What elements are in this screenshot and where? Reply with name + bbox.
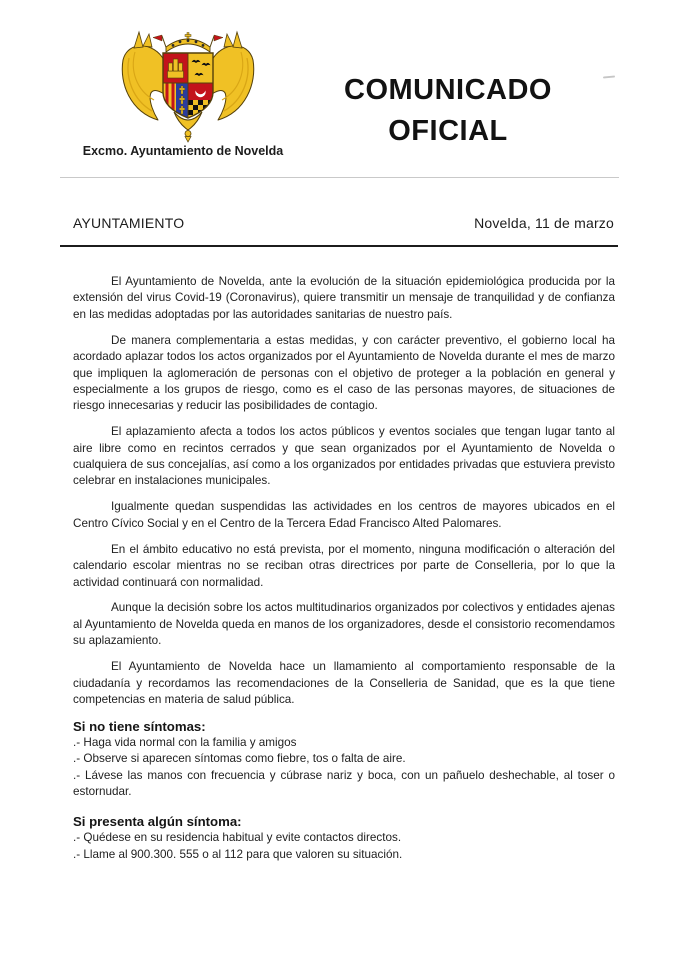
bullet-item: .- Observe si aparecen síntomas como fiebre, tos o falta de aire.: [73, 752, 406, 766]
bullet-list-symptoms: [73, 830, 615, 863]
paragraph-6: Aunque la decisión sobre los actos multitudinarios organizados por colectivos y entidades ajenas al Ayuntamiento de Novelda queda en manos de los organizadores, desde el consistorio recomendamos su aplazamiento.: [73, 601, 615, 648]
paragraph-1: El Ayuntamiento de Novelda, ante la evolución de la situación epidemiológica producida por la extensión del virus Covid-19 (Coronavirus), quiere transmitir un mensaje de tranquilidad y de confianza en las medidas adoptadas por las autoridades sanitarias de nuestro país.: [73, 275, 615, 321]
section-no-symptoms: [73, 718, 615, 801]
bullet-item: .- Quédese en su residencia habitual y evite contactos directos.: [73, 831, 402, 845]
paragraph-3: El aplazamiento afecta a todos los actos públicos y eventos sociales que tengan lugar tanto al aire libre como en recintos cerrados y que sean organizados por el Ayuntamiento de Novelda o cualquiera de sus concejalías, así como a los organizados por entidades privadas que estuviera previsto celebrar en instalaciones municipales.: [73, 425, 615, 488]
subheader: [73, 215, 614, 231]
crest-caption: Excmo. Ayuntamiento de Novelda: [82, 144, 284, 158]
document-body: [73, 274, 615, 876]
section-heading-no-symptoms: Si no tiene síntomas:: [73, 718, 206, 734]
paragraph-4: Igualmente quedan suspendidas las actividades en los centros de mayores ubicados en el Centro Cívico Social y en el Centro de la Tercera Edad Francisco Alted Palomares.: [73, 500, 615, 530]
paragraph-7: El Ayuntamiento de Novelda hace un llamamiento al comportamiento responsable de la ciudadanía y recordamos las recomendaciones de la Conselleria de Sanidad, que es la que tiene competencias en materia de salud pública.: [73, 660, 615, 706]
bullet-item: .- Llame al 900.300. 555 o al 112 para que valoren su situación.: [73, 847, 403, 861]
page-title-line1: COMUNICADO: [344, 74, 552, 106]
bullet-list-no-symptoms: [73, 735, 615, 801]
section-heading-symptoms: Si presenta algún síntoma:: [73, 814, 242, 830]
bullet-item: .- Lávese las manos con frecuencia y cúbrase nariz y boca, con un pañuelo deshechable, al toser o estornudar.: [73, 768, 615, 799]
subheader-org: AYUNTAMIENTO: [73, 215, 185, 231]
section-symptoms: [73, 813, 615, 863]
paragraph-2: De manera complementaria a estas medidas, y con carácter preventivo, el gobierno local ha acordado aplazar todos los actos organizados por el Ayuntamiento de Novelda durante el mes de marzo que impliquen la aglomeración de personas con el objetivo de proteger a la población en general y especialmente a los grupos de riesgo, como es el caso de las personas mayores, de situaciones de riesgo innecesarias y reducir las posibilidades de contagio.: [73, 333, 615, 413]
novelda-coat-of-arms-logo: [114, 30, 262, 144]
header-divider: [60, 177, 619, 178]
page-title: [278, 70, 618, 152]
paragraph-5: En el ámbito educativo no está prevista, por el momento, ninguna modificación o alteración del calendario escolar mientras no se reciban otras directrices por parte de Conselleria, por lo que la actividad continuará con normalidad.: [73, 542, 615, 589]
subheader-dateline: Novelda, 11 de marzo: [474, 215, 614, 231]
page-title-line2: OFICIAL: [388, 115, 508, 147]
subheader-divider: [60, 245, 618, 247]
bullet-item: .- Haga vida normal con la familia y amigos: [73, 735, 297, 749]
